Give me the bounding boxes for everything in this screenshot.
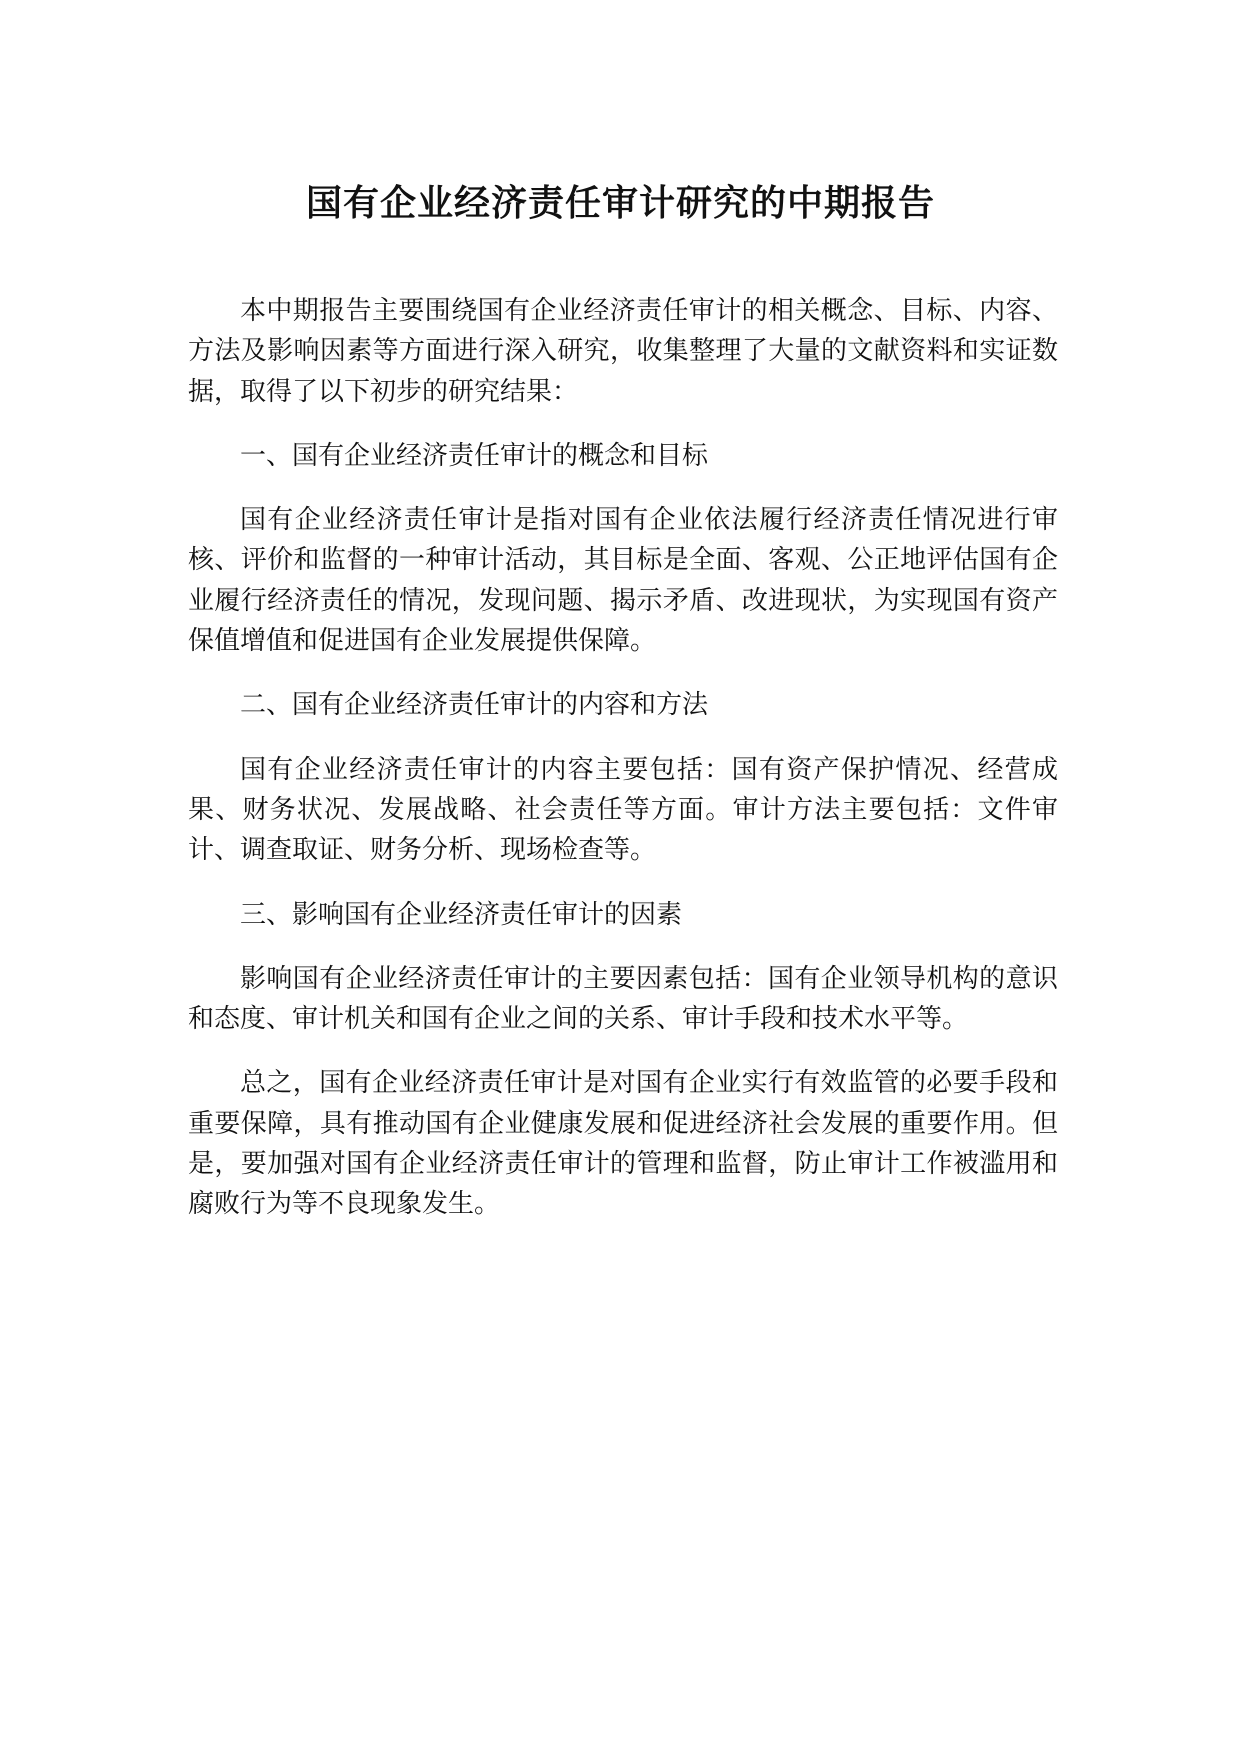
section-3-paragraph: 影响国有企业经济责任审计的主要因素包括：国有企业领导机构的意识和态度、审计机关和国有企业之间的关系、审计手段和技术水平等。 <box>188 963 1058 1035</box>
section-heading-1: 一、国有企业经济责任审计的概念和目标 <box>240 440 709 471</box>
conclusion-paragraph: 总之，国有企业经济责任审计是对国有企业实行有效监管的必要手段和重要保障，具有推动国有企业健康发展和促进经济社会发展的重要作用。但是，要加强对国有企业经济责任审计的管理和监督，防止审计工作被滥用和腐败行为等不良现象发生。 <box>188 1068 1058 1220</box>
section-heading-2: 二、国有企业经济责任审计的内容和方法 <box>240 690 709 721</box>
intro-paragraph: 本中期报告主要围绕国有企业经济责任审计的相关概念、目标、内容、方法及影响因素等方面进行深入研究，收集整理了大量的文献资料和实证数据，取得了以下初步的研究结果： <box>188 296 1058 407</box>
section-1-paragraph: 国有企业经济责任审计是指对国有企业依法履行经济责任情况进行审核、评价和监督的一种审计活动，其目标是全面、客观、公正地评估国有企业履行经济责任的情况，发现问题、揭示矛盾、改进现状，为实现国有资产保值增值和促进国有企业发展提供保障。 <box>188 505 1058 657</box>
section-2-paragraph: 国有企业经济责任审计的内容主要包括：国有资产保护情况、经营成果、财务状况、发展战略、社会责任等方面。审计方法主要包括：文件审计、调查取证、财务分析、现场检查等。 <box>188 754 1058 866</box>
section-heading-3: 三、影响国有企业经济责任审计的因素 <box>240 899 683 930</box>
document-title: 国有企业经济责任审计研究的中期报告 <box>305 183 935 224</box>
document-body <box>188 291 1058 1249</box>
